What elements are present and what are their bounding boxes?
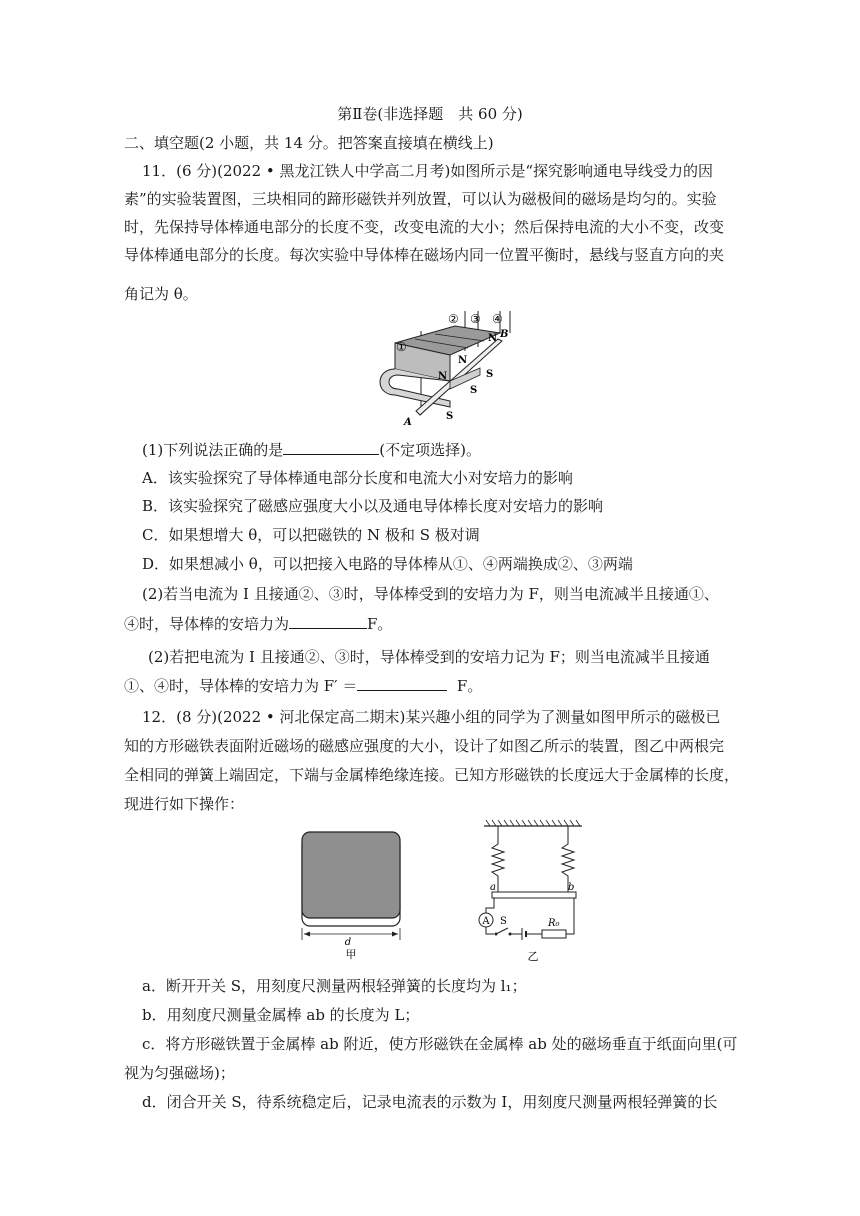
label-d: d [344, 937, 352, 948]
q11-sub2a-prefix: ④时，导体棒的安培力为 [124, 615, 290, 633]
ammeter-label: A [482, 916, 490, 927]
q12-step-c-line2: 视为匀强磁场)； [124, 1064, 235, 1082]
label-a-rod: a [490, 882, 496, 893]
circuit-right-wire [566, 898, 574, 934]
label-s-2: S [470, 385, 478, 396]
q11-option-b: B．该实验探究了磁感应强度大小以及通电导体棒长度对安培力的影响 [142, 497, 604, 515]
q12-step-d: d．闭合开关 S，待系统稳定后，记录电流表的示数为 I，用刻度尺测量两根轻弹簧的长 [142, 1093, 718, 1111]
magnet-face [302, 832, 400, 918]
q11-sub1-prefix: (1)下列说法正确的是 [142, 441, 284, 459]
q11-sub2a-answer-blank[interactable] [289, 612, 367, 629]
q11-option-c: C．如果想增大 θ，可以把磁铁的 N 极和 S 极对调 [142, 526, 480, 544]
q12-text-line3: 全相同的弹簧上端固定，下端与金属棒绝缘连接。已知方形磁铁的长度远大于金属棒的长度， [124, 766, 740, 784]
square-magnet-diagram [296, 828, 406, 960]
switch-label: S [500, 916, 507, 927]
q12-text-line1: 12．(8 分)(2022 • 河北保定高二期末)某兴趣小组的同学为了测量如图甲所示的磁极已 [142, 708, 721, 726]
switch-blade [496, 928, 508, 934]
q11-sub2b-suffix: F。 [456, 677, 483, 695]
q11-option-a: A．该实验探究了导体棒通电部分长度和电流大小对安培力的影响 [142, 469, 573, 487]
q11-text-line3: 时，先保持导体棒通电部分的长度不变，改变电流的大小；然后保持电流的大小不变，改变 [124, 218, 725, 236]
q11-sub1-suffix: (不定项选择)。 [379, 441, 481, 459]
label-n-3: N [488, 333, 498, 344]
q11-sub2a-line2 [124, 612, 392, 635]
spring-circuit-diagram [478, 818, 588, 964]
label-circle-1: ① [396, 340, 407, 354]
label-b: B [500, 329, 509, 340]
q11-option-d: D．如果想减小 θ，可以把接入电路的导体棒从①、④两端换成②、③两端 [142, 555, 633, 573]
section-title: 第Ⅱ卷(非选择题 共 60 分) [337, 105, 523, 123]
q11-text-line1: 11．(6 分)(2022 • 黑龙江铁人中学高二月考)如图所示是“探究影响通电导线受力的因 [142, 162, 714, 180]
q12-step-b: b．用刻度尺测量金属棒 ab 的长度为 L； [142, 1006, 420, 1024]
resistor-r0 [542, 930, 566, 938]
q11-sub2b-answer-blank[interactable] [357, 674, 447, 691]
label-b-rod: b [568, 882, 575, 893]
label-circle-4: ④ [492, 312, 503, 326]
label-circle-2: ② [448, 312, 459, 326]
q11-sub2a-suffix: F。 [367, 615, 393, 633]
caption-yi: 乙 [527, 950, 539, 963]
metal-rod-ab [492, 892, 576, 898]
q11-sub1 [142, 438, 481, 461]
q12-text-line2: 知的方形磁铁表面附近磁场的磁感应强度的大小，设计了如图乙所示的装置，图乙中两根完 [124, 737, 725, 755]
dim-arrow-right [392, 932, 398, 937]
label-a: A [404, 417, 412, 428]
q11-figure [360, 303, 520, 428]
label-n-1: N [438, 371, 448, 382]
figure-jia [296, 828, 406, 960]
label-s-3: S [446, 411, 454, 422]
figure-yi [478, 818, 588, 964]
label-n-2: N [458, 355, 468, 366]
q12-step-a: a．断开开关 S，用刻度尺测量两根轻弹簧的长度均为 l₁； [142, 977, 527, 995]
label-circle-3: ③ [470, 312, 481, 326]
q11-text-line4: 导体棒通电部分的长度。每次实验中导体棒在磁场内同一位置平衡时，悬线与竖直方向的夹 [124, 246, 725, 264]
q11-sub2a-line1: (2)若当电流为 I 且接通②、③时，导体棒受到的安培力为 F，则当电流减半且接通①、 [142, 585, 719, 603]
part-heading: 二、填空题(2 小题，共 14 分。把答案直接填在横线上) [124, 134, 494, 152]
label-s-1: S [486, 369, 494, 380]
ceiling-hatch [486, 820, 580, 826]
q11-text-line2: 素”的实验装置图，三块相同的蹄形磁铁并列放置，可以认为磁极间的磁场是均匀的。实验 [124, 190, 717, 208]
dim-arrow-left [304, 932, 310, 937]
magnet-apparatus-diagram [360, 303, 520, 428]
caption-jia: 甲 [345, 948, 357, 960]
q12-text-line4: 现进行如下操作： [124, 795, 245, 813]
q12-step-c-line1: c．将方形磁铁置于金属棒 ab 附近，使方形磁铁在金属棒 ab 处的磁场垂直于纸面向里(可 [142, 1035, 738, 1053]
q11-sub2b-line1: (2)若把电流为 I 且接通②、③时，导体棒受到的安培力记为 F；则当电流减半且接通 [148, 648, 710, 666]
resistor-label: R₀ [548, 918, 560, 929]
q11-text-line5: 角记为 θ。 [124, 285, 198, 303]
q11-sub2b-line2 [124, 674, 482, 697]
q11-sub2b-prefix: ①、④时，导体棒的安培力为 F′ ＝ [124, 677, 358, 695]
q11-sub1-answer-blank[interactable] [283, 438, 379, 455]
